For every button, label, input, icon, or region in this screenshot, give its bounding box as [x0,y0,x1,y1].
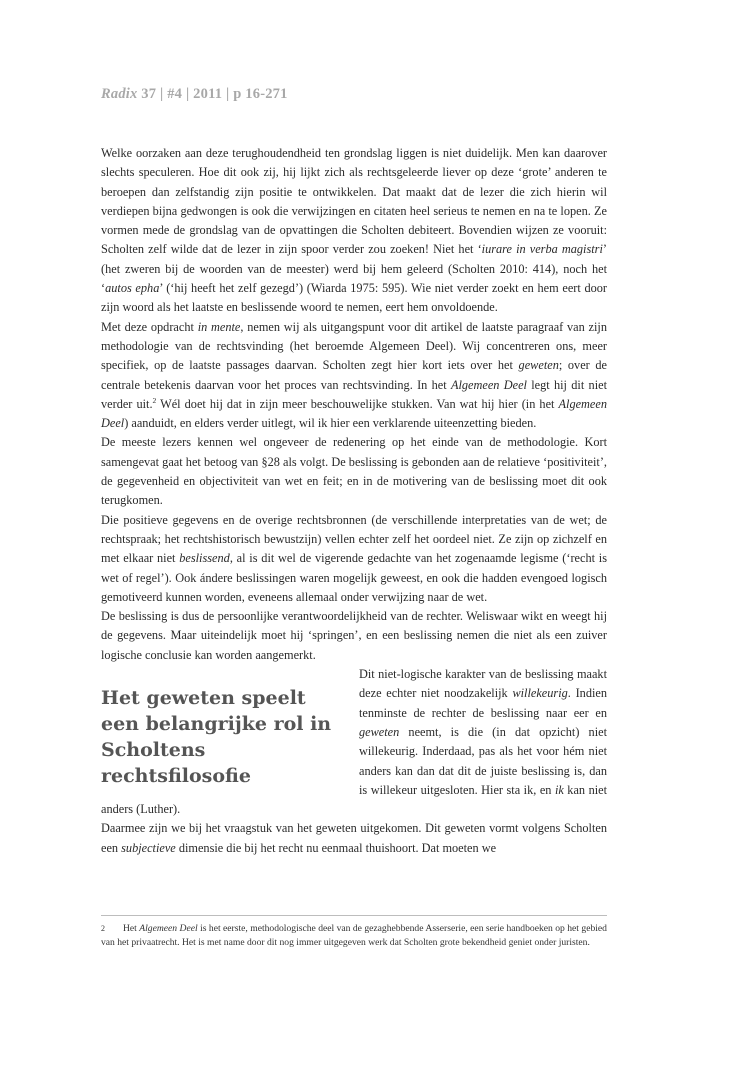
footnote-ref: 2 [152,395,157,405]
journal-name: Radix [101,86,138,102]
paragraph-7: Daarmee zijn we bij het vraagstuk van het geweten uitgekomen. Dit geweten vormt volgens Scholten een subjectieve dimensie die bij het recht nu eenmaal thuishoort. Dat moeten we [101,821,607,855]
footnote: 2 Het Algemeen Deel is het eerste, methodologische deel van de gezaghebbende Asserserie, een serie handboeken op het gebied van het privaatrecht. Het is met name door dit nog immer uitgegeven werk dat Scholten grote bekendheid geniet onder juristen. [101,923,607,948]
pull-quote: Het geweten speelt een belangrijke rol in Scholtens rechtsfilosofie [101,687,332,788]
paragraph-2: Met deze opdracht in mente, nemen wij als uitgangspunt voor dit artikel de laatste paragraaf van zijn methodologie van de rechtsvinding (het beroemde Algemeen Deel). Wij concentreren ons, meer specifiek, op de laatste passages daarvan. Scholten zegt hier kort iets over het geweten; over de centrale betekenis daarvan voor het proces van rechtsvinding. In het Algemeen Deel legt hij dit niet verder uit.$^2$ Wél doet hij dat in zijn meer beschouwelijke stukken. Van wat hij hier (in het Algemeen Deel) aanduidt, en elders verder uitlegt, wil ik hier een verklarende uiteenzetting bieden. [101,319,608,431]
paragraph-1: Welke oorzaken aan deze terughoudendheid ten grondslag liggen is niet duidelijk. Men kan daarover slechts speculeren. Hoe dit ook zij, hij lijkt zich als rechtsgeleerde liever op deze ‘grote’ anderen te beroepen dan zelfstandig zijn positie te ontwikkelen. Dat maakt dat de lezer die zich hierin wil verdiepen bijna gedwongen is ook die verwijzingen en citaten heel serieus te nemen en na te lopen. Ze vormen mede de grondslag van de opvattingen die Scholten debiteert. Bovendien wijzen ze vooruit: Scholten zelf wilde dat de lezer in zijn spoor verder zou zoeken! Niet het ‘iurare in verba magistri’ (het zweren bij de woorden van de meester) werd bij hem geleerd (Scholten 2010: 414), noch het ‘autos epha’ (‘hij heeft het zelf gezegd’) (Wiarda 1975: 595). Wie niet verder zoekt en hem eert door zijn woord als het laatste en beslissende woord te nemen, eert hem onvoldoende. [101,146,608,315]
paragraph-5: De beslissing is dus de persoonlijke verantwoordelijkheid van de rechter. Weliswaar wikt en weegt hij de gegevens. Maar uiteindelijk moet hij ‘springen’, en een beslissing nemen die niet als een zuiver logische conclusie kan worden aangemerkt. [101,609,607,662]
paragraph-3: De meeste lezers kennen wel ongeveer de redenering op het einde van de methodologie. Kort samengevat gaat het betoog van §28 als volgt. De beslissing is gebonden aan de relatieve ‘positiviteit’, de gegevenheid en objectiviteit van wet en feit; en in de motivering van de beslissing moet dit ook terugkomen. [101,435,607,508]
article-body [101,144,607,858]
issue-meta: 37 | #4 | 2011 | p 16-271 [137,86,288,102]
footnote-divider [101,915,607,916]
running-header [101,86,288,103]
paragraph-4: Die positieve gegevens en de overige rechtsbronnen (de verschillende interpretaties van de wet; de rechtspraak; het rechtshistorisch bewustzijn) vellen echter zelf het oordeel niet. Ze zijn op zichzelf en met elkaar niet beslissend, al is dit wel de vigerende gedachte van het zogenaamde legisme (‘recht is wet of regel’). Ook ándere beslissingen waren mogelijk geweest, en ook die hadden evengoed logisch gemotiveerd kunnen worden, eveneens allemaal onder verwijzing naar de wet. [101,512,607,604]
footnote-number: 2 [101,924,105,933]
paragraph-6: Dit niet-logische karakter van de beslissing maakt deze echter niet noodzakelijk willekeurig. Indien tenminste de rechter de beslissing naar eer en geweten neemt, is die (in dat opzicht) niet willekeurig. Inderdaad, pas als het voor hém niet anders kan dan dat dit de juiste beslissing is, dan is willekeur uitgesloten. Hier sta ik, en ik kan niet anders (Luther). [101,667,608,817]
